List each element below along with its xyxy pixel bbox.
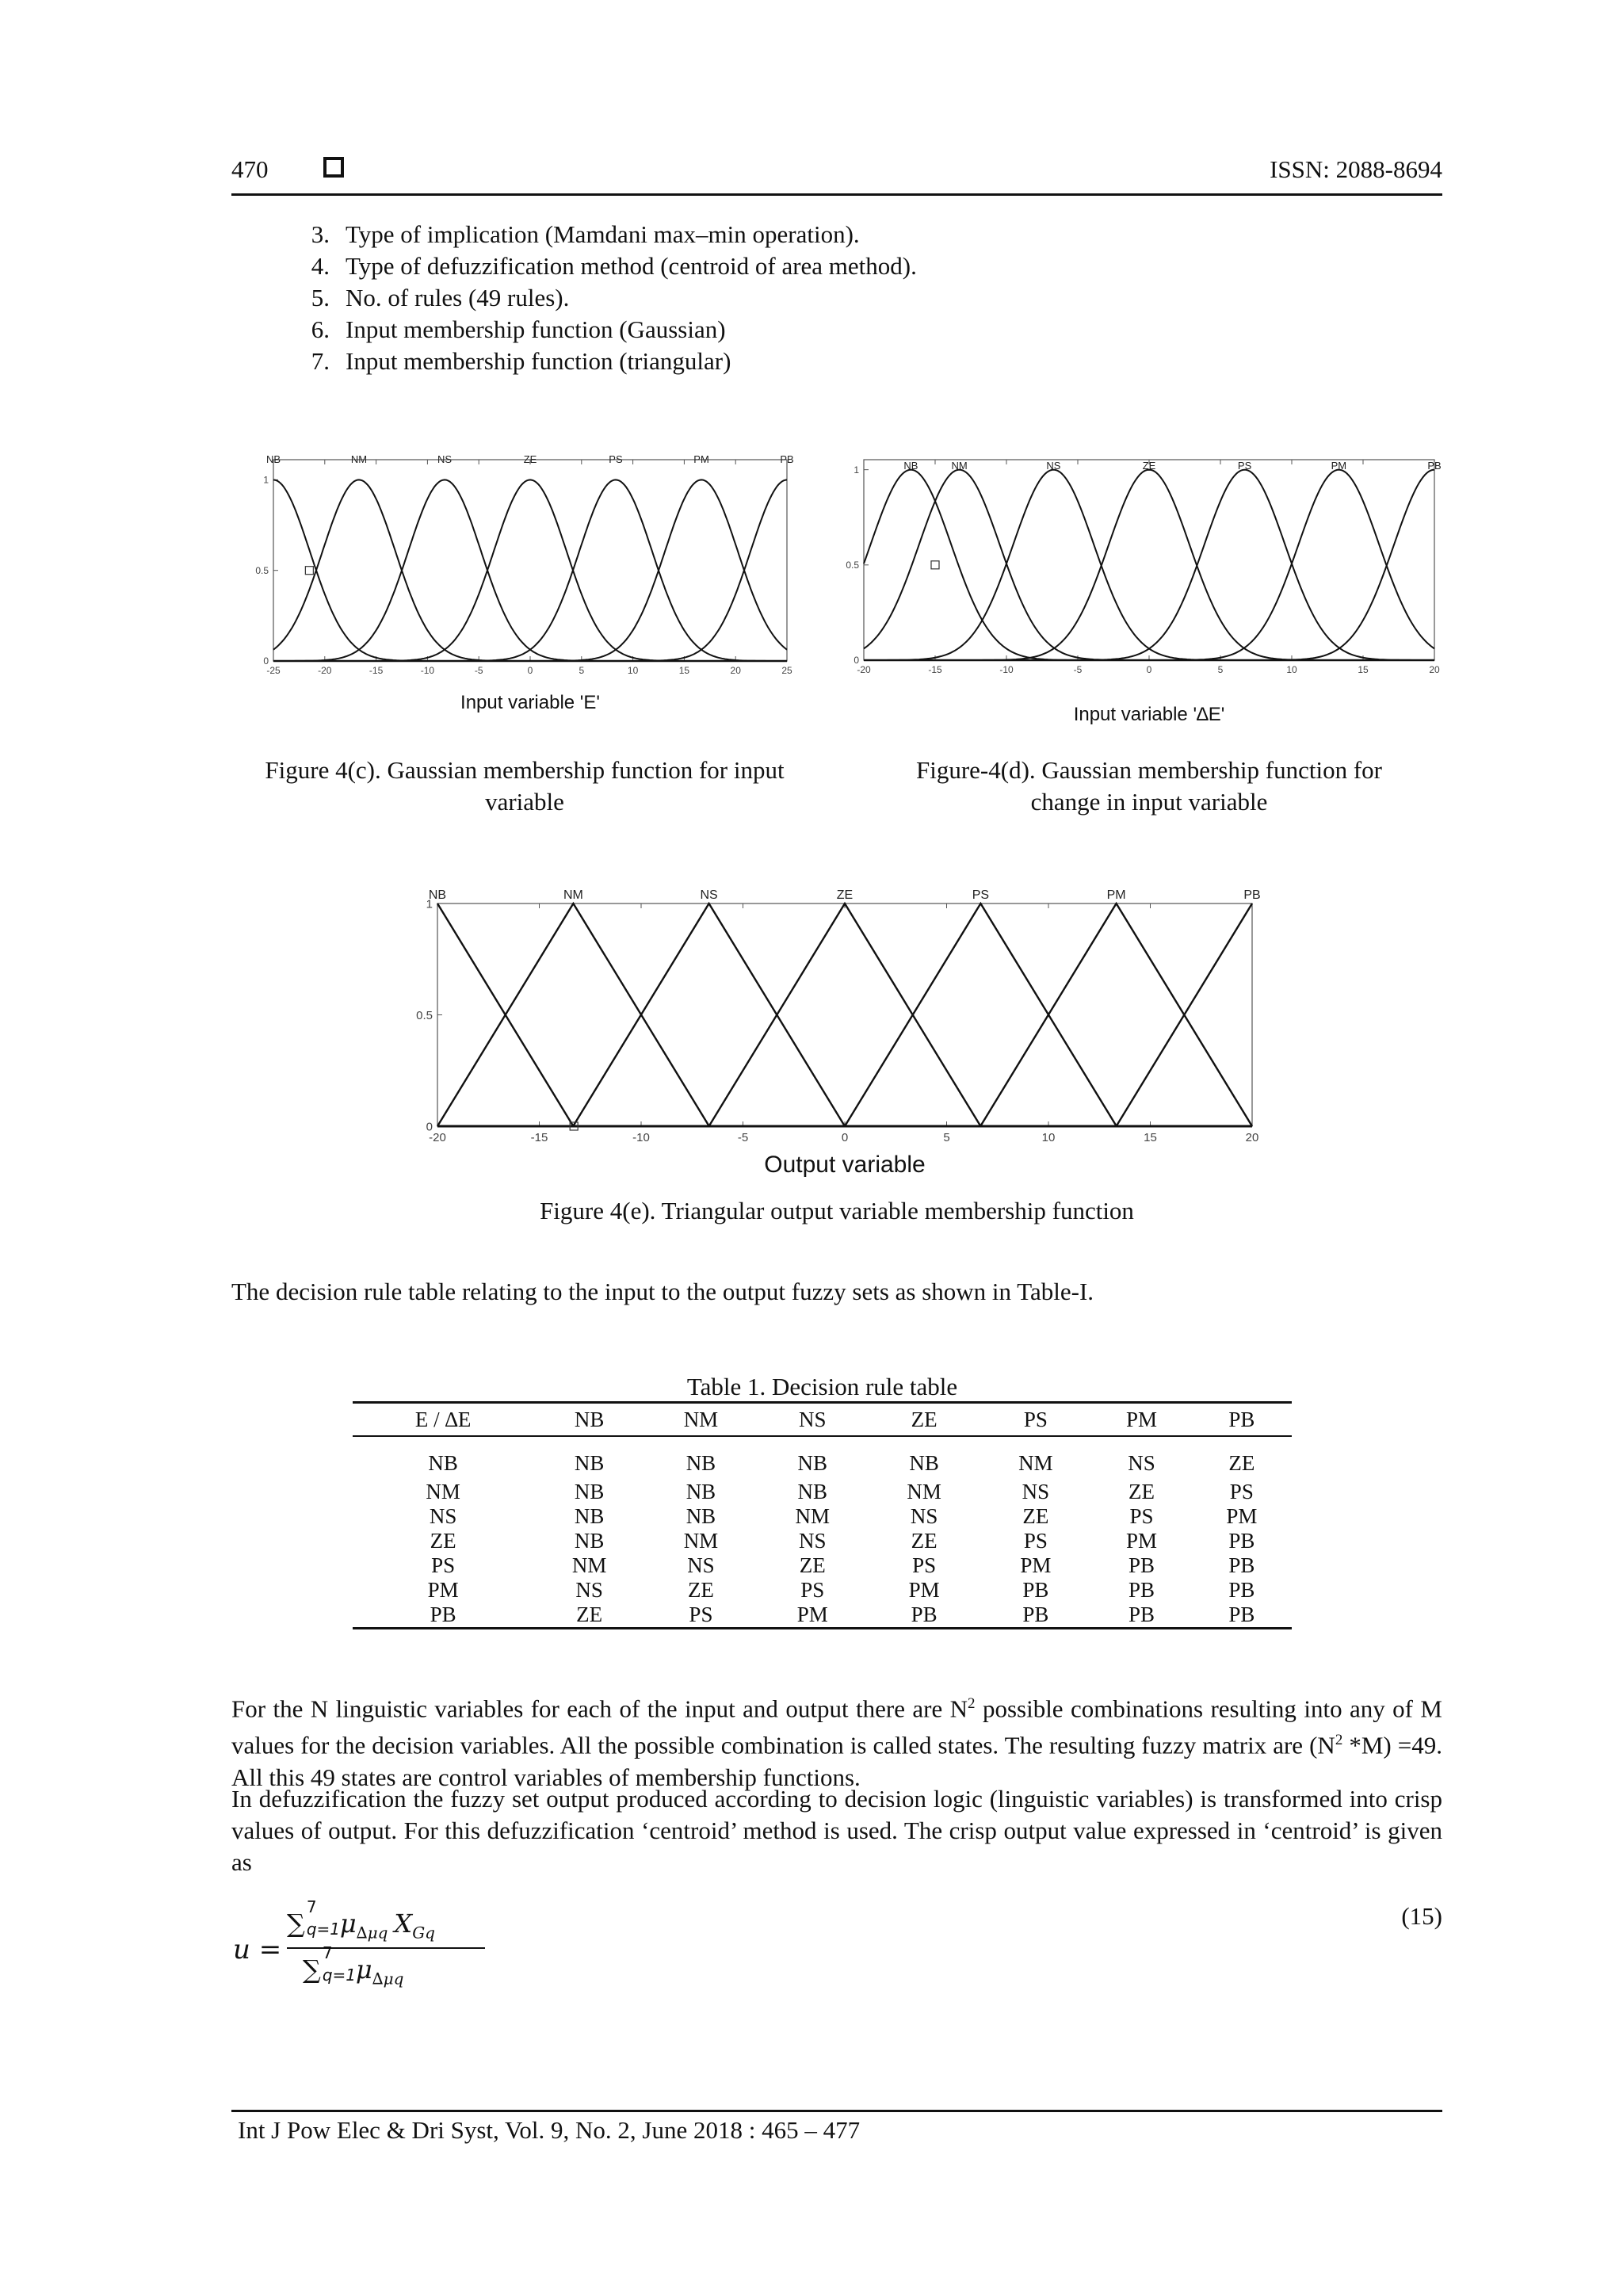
x-tick-label: -15: [369, 665, 384, 676]
y-tick-label: 0: [263, 655, 269, 667]
table-cell: ZE: [799, 1553, 826, 1577]
table-header-cell: ZE: [869, 1403, 980, 1437]
table-cell: ZE: [1228, 1450, 1255, 1475]
table-header-cell: PS: [980, 1403, 1092, 1437]
x-tick-label: 5: [1217, 664, 1224, 675]
settings-list: [277, 219, 917, 377]
x-tick-label: -5: [737, 1131, 749, 1144]
membership-curve-pb: [273, 479, 787, 661]
table-header-cell: PB: [1192, 1403, 1292, 1437]
table-row-header: NM: [426, 1480, 460, 1503]
membership-curve-nb: [864, 470, 1434, 660]
curve-label: NM: [951, 460, 968, 472]
x-tick-label: 20: [730, 665, 741, 676]
curve-label: NM: [563, 888, 583, 902]
figure-4c-chart: [250, 436, 796, 713]
x-tick-label: -15: [530, 1131, 548, 1144]
y-tick-label: 0: [854, 655, 859, 667]
curve-label: NS: [437, 453, 453, 465]
header-rule: [231, 193, 1442, 196]
x-tick-label: 15: [678, 665, 690, 676]
table-cell: NM: [683, 1529, 719, 1553]
x-tick-label: 0: [527, 665, 533, 676]
figure-4e-caption: Figure 4(e). Triangular output variable membership function: [540, 1197, 1134, 1224]
x-tick-label: 25: [781, 665, 792, 676]
x-axis-label: Input variable 'E': [460, 692, 600, 713]
table-cell: NS: [687, 1553, 715, 1577]
y-tick-label: 1: [854, 464, 859, 476]
table-cell: PB: [1091, 1603, 1191, 1629]
table-cell: PS: [912, 1553, 937, 1577]
table-cell: NB: [685, 1480, 716, 1503]
table-title: Table 1. Decision rule table: [686, 1373, 958, 1400]
table-cell: PS: [1129, 1504, 1154, 1528]
page-number: 470: [231, 155, 269, 183]
y-tick-label: 1: [426, 897, 433, 911]
paragraph-defuzzification: In defuzzification the fuzzy set output produced according to decision logic (linguistic variables) is transformed into crisp values of output. For this defuzzification ‘centroid’ method is used. The crisp output value expressed in ‘centroid’ is given as: [231, 1785, 1442, 1876]
list-item: 7. Input membership function (triangular): [311, 347, 731, 375]
table-cell: NS: [910, 1504, 938, 1528]
intro-sentence: The decision rule table relating to the input to the output fuzzy sets as shown in Table-I.: [231, 1278, 1094, 1305]
table-row: [353, 1436, 1292, 1480]
y-tick-label: 1: [263, 474, 269, 486]
x-tick-label: 15: [1144, 1131, 1157, 1144]
y-tick-label: 0.5: [416, 1008, 433, 1022]
table-cell: PS: [1023, 1529, 1048, 1553]
curve-label: NB: [265, 453, 281, 465]
curve-label: ZE: [1142, 460, 1156, 472]
table-cell: NB: [574, 1529, 605, 1553]
list-item: 4. Type of defuzzification method (centroid of area method).: [311, 252, 917, 280]
x-tick-label: -20: [318, 665, 332, 676]
curve-label: NB: [428, 888, 447, 902]
table-row: [353, 1578, 1292, 1603]
x-tick-label: -15: [928, 664, 942, 675]
table-header-row: [353, 1403, 1292, 1437]
table-cell: ZE: [1128, 1480, 1155, 1503]
x-tick-label: -10: [999, 664, 1014, 675]
decision-rule-table: [353, 1401, 1292, 1629]
curve-label: PM: [1331, 460, 1347, 472]
table-row: [353, 1529, 1292, 1553]
x-tick-label: -5: [474, 665, 483, 676]
square-bullet-icon: [323, 157, 344, 178]
figure-4e-chart: [396, 880, 1268, 1177]
x-axis-label: Input variable '∆E': [1073, 704, 1225, 725]
list-item: 3. Type of implication (Mamdani max–min operation).: [311, 220, 860, 248]
x-tick-label: -20: [857, 664, 871, 675]
y-tick-label: 0: [426, 1120, 433, 1134]
list-item: 5. No. of rules (49 rules).: [311, 284, 570, 311]
table-header-cell: NS: [757, 1403, 869, 1437]
table-cell: PB: [1192, 1603, 1292, 1629]
table-cell: NB: [574, 1480, 605, 1503]
selection-marker: [305, 567, 313, 575]
table-cell: PM: [1125, 1529, 1158, 1553]
table-cell: ZE: [911, 1529, 938, 1553]
table-cell: ZE: [687, 1578, 714, 1602]
paragraph-combinations: For the N linguistic variables for each of the input and output there are $N^2$ possible combinations resulting into any of M values for the decision variables. All the possible combination is called states. The resulting fuzzy matrix are ($N^2$ *M) =49. All this 49 states are control variables of membership functions.: [231, 1694, 1442, 1791]
curve-label: NM: [350, 453, 368, 465]
table-cell: NS: [1128, 1450, 1155, 1475]
x-tick-label: -20: [429, 1131, 446, 1144]
membership-curve-pb: [864, 470, 1434, 660]
table-cell: NM: [795, 1504, 831, 1528]
membership-curve-pm: [980, 904, 1252, 1126]
curve-label: NS: [1046, 460, 1061, 472]
figure-4d-chart: [832, 436, 1442, 725]
table-cell: PM: [1226, 1504, 1258, 1528]
table-cell: NM: [1018, 1450, 1053, 1475]
table-cell: NB: [797, 1450, 828, 1475]
x-tick-label: 0: [1146, 664, 1152, 675]
table-cell: PB: [1128, 1578, 1155, 1602]
curve-label: PB: [780, 453, 794, 465]
plot-frame: [273, 460, 787, 661]
equation-numerator: ∑ 7 q=1 $\mu_{\Delta\mu q}$ $X_{Gq}$: [287, 1897, 435, 1943]
table-cell: PB: [1228, 1529, 1255, 1553]
membership-curve-ze: [709, 904, 981, 1126]
table-cell: PB: [1228, 1578, 1255, 1602]
equation-fraction: [287, 1897, 477, 1997]
plot-frame: [864, 460, 1434, 660]
issn: ISSN: 2088-8694: [1270, 155, 1442, 183]
table-cell: PM: [908, 1578, 940, 1602]
table-row-header: PM: [427, 1578, 459, 1602]
curve-label: PS: [972, 888, 990, 902]
x-tick-label: -10: [632, 1131, 650, 1144]
table-cell: NB: [574, 1504, 605, 1528]
x-axis-label: Output variable: [764, 1152, 926, 1177]
table-row-header: PB: [353, 1603, 533, 1629]
membership-curve-nm: [864, 470, 1434, 660]
curve-label: ZE: [836, 888, 854, 902]
membership-curve-ns: [273, 479, 787, 661]
equation-lhs: u =: [233, 1934, 282, 1966]
table-row: [353, 1553, 1292, 1578]
fraction-bar: [287, 1947, 485, 1949]
y-tick-label: 0.5: [255, 564, 269, 576]
table-body: [353, 1436, 1292, 1629]
membership-curve-ze: [864, 470, 1434, 660]
membership-curve-nm: [273, 479, 787, 661]
footer-rule: [231, 2110, 1442, 2112]
membership-curve-ps: [273, 479, 787, 661]
table-cell: PS: [800, 1578, 825, 1602]
table-row: [353, 1603, 1292, 1629]
x-tick-label: 10: [1041, 1131, 1056, 1144]
curve-label: PS: [609, 453, 623, 465]
x-tick-label: 5: [943, 1131, 950, 1144]
x-tick-label: 0: [841, 1131, 849, 1144]
table-cell: PB: [1228, 1553, 1255, 1577]
table-cell: ZE: [533, 1603, 645, 1629]
membership-curve-nb: [273, 479, 787, 661]
footer-citation: Int J Pow Elec & Dri Syst, Vol. 9, No. 2, June 2018 : 465 – 477: [238, 2116, 861, 2144]
table-header-cell: NB: [533, 1403, 645, 1437]
membership-curve-ps: [864, 470, 1434, 660]
curve-label: NB: [903, 460, 918, 472]
figure-4d-caption: Figure-4(d). Gaussian membership function for change in input variable: [915, 756, 1382, 816]
table-row: [353, 1480, 1292, 1504]
plot-frame: [437, 904, 1252, 1126]
membership-curve-pm: [864, 470, 1434, 660]
curve-label: PS: [1237, 460, 1252, 472]
table-row: [353, 1504, 1292, 1529]
table-cell: PB: [1128, 1553, 1155, 1577]
list-item: 6. Input membership function (Gaussian): [311, 315, 726, 343]
membership-curve-ze: [273, 479, 787, 661]
curve-label: PM: [1106, 888, 1126, 902]
table-cell: PB: [869, 1603, 980, 1629]
y-tick-label: 0.5: [846, 560, 859, 571]
membership-curve-nm: [437, 904, 709, 1126]
x-tick-label: 5: [579, 665, 585, 676]
curve-label: PB: [1243, 888, 1261, 902]
membership-curve-ns: [864, 470, 1434, 660]
table-cell: PM: [1020, 1553, 1052, 1577]
table-header-cell: NM: [645, 1403, 757, 1437]
x-tick-label: 15: [1358, 664, 1369, 675]
table-cell: PS: [1229, 1480, 1254, 1503]
curve-label: NS: [700, 888, 718, 902]
x-tick-label: -10: [420, 665, 435, 676]
table-row-header: NS: [429, 1504, 457, 1528]
curve-label: PB: [1427, 460, 1442, 472]
equation-15: [231, 1897, 1442, 1997]
x-tick-label: 10: [1286, 664, 1297, 675]
table-cell: NM: [907, 1480, 941, 1503]
table-cell: NB: [797, 1480, 828, 1503]
selection-marker: [931, 561, 939, 569]
table-cell: PM: [757, 1603, 869, 1629]
figure-4c-caption: Figure 4(c). Gaussian membership function for input variable: [265, 756, 785, 816]
x-tick-label: 20: [1429, 664, 1440, 675]
table-header-cell: PM: [1091, 1403, 1191, 1437]
table-cell: NM: [571, 1553, 607, 1577]
curve-label: ZE: [523, 453, 537, 465]
table-cell: NB: [909, 1450, 939, 1475]
membership-curve-pm: [273, 479, 787, 661]
x-tick-label: -25: [266, 665, 281, 676]
table-cell: NB: [574, 1450, 605, 1475]
table-cell: NS: [1022, 1480, 1050, 1503]
table-cell: NS: [799, 1529, 827, 1553]
table-row-header: ZE: [430, 1529, 456, 1553]
table-cell: PS: [645, 1603, 757, 1629]
table-cell: ZE: [1022, 1504, 1049, 1528]
table-row-header: PS: [431, 1553, 456, 1577]
curve-label: PM: [693, 453, 709, 465]
table-row-header: NB: [428, 1450, 458, 1475]
table-header-cell: E / ∆E: [353, 1403, 533, 1437]
equation-number: (15): [1401, 1902, 1442, 1930]
x-tick-label: 10: [627, 665, 639, 676]
x-tick-label: -5: [1073, 664, 1083, 675]
table-cell: PB: [1022, 1578, 1049, 1602]
x-tick-label: 20: [1245, 1131, 1259, 1144]
membership-curve-ps: [845, 904, 1117, 1126]
table-cell: NB: [685, 1504, 716, 1528]
table-cell: NS: [575, 1578, 603, 1602]
table-cell: NB: [685, 1450, 716, 1475]
equation-denominator: ∑ 7 q=1 $\mu_{\Delta\mu q}$: [303, 1943, 404, 1988]
table-cell: PB: [980, 1603, 1092, 1629]
membership-curve-ns: [573, 904, 845, 1126]
